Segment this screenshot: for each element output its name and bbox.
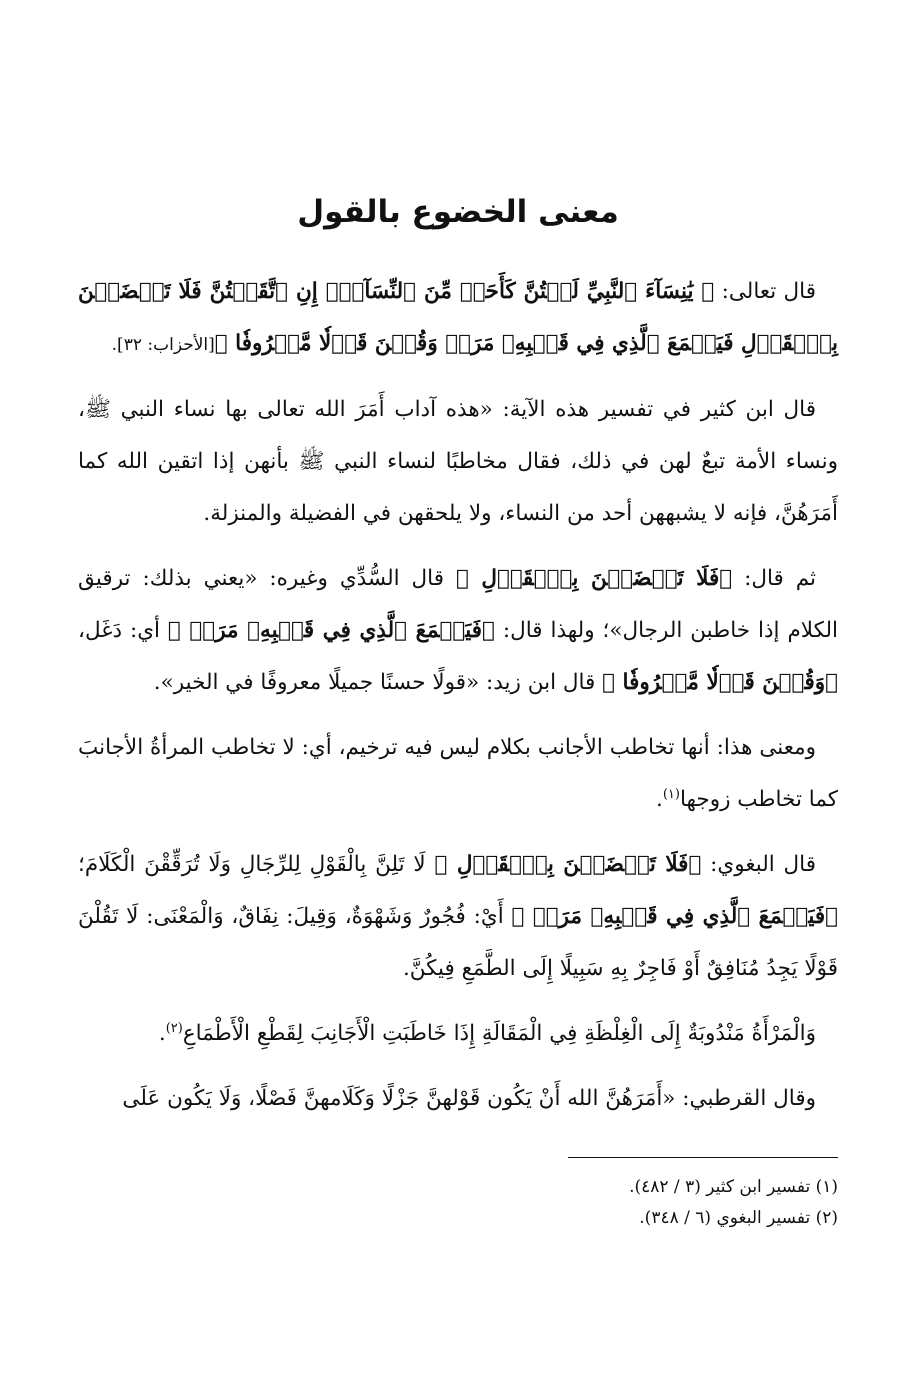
footnote-marker: (٢) <box>165 1020 183 1036</box>
verse-reference: [الأحزاب: ٣٢]. <box>111 335 215 355</box>
quran-quote: ﴿فَيَطۡمَعَ ٱلَّذِي فِي قَلۡبِهِۦ مَرَضٞ ﴾ <box>511 904 838 929</box>
footnote-marker: (١) <box>662 786 680 802</box>
document-page <box>78 0 838 1383</box>
page-title: معنى الخضوع بالقول <box>297 194 619 230</box>
paragraph-baghawi <box>78 839 838 995</box>
text-segment: قال السُّدِّي وغيره: «يعني بذلك: ترقيق الكلام إذا خاطبن الرجال»؛ ولهذا قال: <box>78 566 838 643</box>
text-segment: . <box>158 1021 166 1046</box>
quran-quote: ﴿فَلَا تَخۡضَعۡنَ بِٱلۡقَوۡلِ ﴾ <box>434 852 702 877</box>
text-segment: ثم قال: <box>732 566 817 591</box>
text-segment: أي: دَغَل، <box>78 618 168 643</box>
footnotes <box>78 1172 838 1234</box>
text-segment: قال البغوي: <box>701 852 816 877</box>
quran-quote: ﴿وَقُلۡنَ قَوۡلٗا مَّعۡرُوفٗا ﴾ <box>602 670 838 695</box>
footnote-divider <box>568 1157 838 1158</box>
quran-quote: ﴿فَيَطۡمَعَ ٱلَّذِي فِي قَلۡبِهِۦ مَرَضٞ ﴾ <box>167 618 495 643</box>
paragraph-suddi <box>78 553 838 709</box>
footnote-item: (٢) تفسير البغوي (٦ / ٣٤٨). <box>639 1208 838 1228</box>
paragraph-woman <box>78 1008 838 1060</box>
body-text <box>78 266 838 1138</box>
verse-intro: قال تعالى: <box>714 279 816 304</box>
quran-verse: ﴿ يَٰنِسَآءَ ٱلنَّبِيِّ لَسۡتُنَّ كَأَحَدٖ مِّنَ ٱلنِّسَآءِۚ إِنِ ٱتَّقَيۡتُنَّ فَلَا تَخۡضَعۡنَ بِٱلۡقَوۡلِ فَيَطۡمَعَ ٱلَّذِي فِي قَلۡبِهِۦ مَرَضٞ وَقُلۡنَ قَوۡلٗا مَّعۡرُوفٗا ﴾ <box>78 279 838 356</box>
footnote-item: (١) تفسير ابن كثير (٣ / ٤٨٢). <box>629 1177 838 1197</box>
paragraph-meaning <box>78 722 838 826</box>
paragraph-ibn-kathir: قال ابن كثير في تفسير هذه الآية: «هذه آداب أَمَرَ الله تعالى بها نساء النبي ﷺ، ونساء الأمة تبعٌ لهن في ذلك، فقال مخاطبًا لنساء النبي ﷺ بأنهن إذا اتقين الله كما أَمَرَهُنَّ، فإنه لا يشبههن أحد من النساء، ولا يلحقهن في الفضيلة والمنزلة. <box>78 397 838 526</box>
text-segment: ومعنى هذا: أنها تخاطب الأجانب بكلام ليس فيه ترخيم، أي: لا تخاطب المرأةُ الأجانبَ كما تخاطب زوجها <box>78 735 838 812</box>
quran-quote: ﴿فَلَا تَخۡضَعۡنَ بِٱلۡقَوۡلِ ﴾ <box>455 566 733 591</box>
paragraph-verse <box>78 266 838 371</box>
text-segment: لَا تَلِنَّ بِالْقَوْلِ لِلرِّجَالِ وَلَا تُرَقِّقْنَ الْكَلَامَ؛ <box>78 852 435 877</box>
text-segment: وَالْمَرْأَةُ مَنْدُوبَةٌ إِلَى الْغِلْظَةِ فِي الْمَقَالَةِ إِذَا خَاطَبَتِ الْأَجَانِبَ لِقَطْعِ الْأَطْمَاعِ <box>182 1021 816 1046</box>
paragraph-qurtubi: وقال القرطبي: «أَمَرَهُنَّ الله أَنْ يَكُون قَوْلهنَّ جَزْلًا وَكَلَامهنَّ فَصْلًا، وَلَا يَكُون عَلَى <box>122 1086 816 1111</box>
text-segment: قال ابن زيد: «قولًا حسنًا جميلًا معروفًا في الخير». <box>153 670 603 695</box>
text-segment: . <box>655 787 663 812</box>
text-segment: أَيْ: فُجُورٌ وَشَهْوَةٌ، وَقِيلَ: نِفَاقٌ، وَالْمَعْنَى: لَا تَقُلْنَ قَوْلًا يَجِدُ مُنَافِقٌ أَوْ فَاجِرٌ بِهِ سَبِيلًا إِلَى الطَّمَعِ فِيكُنَّ. <box>78 904 838 981</box>
